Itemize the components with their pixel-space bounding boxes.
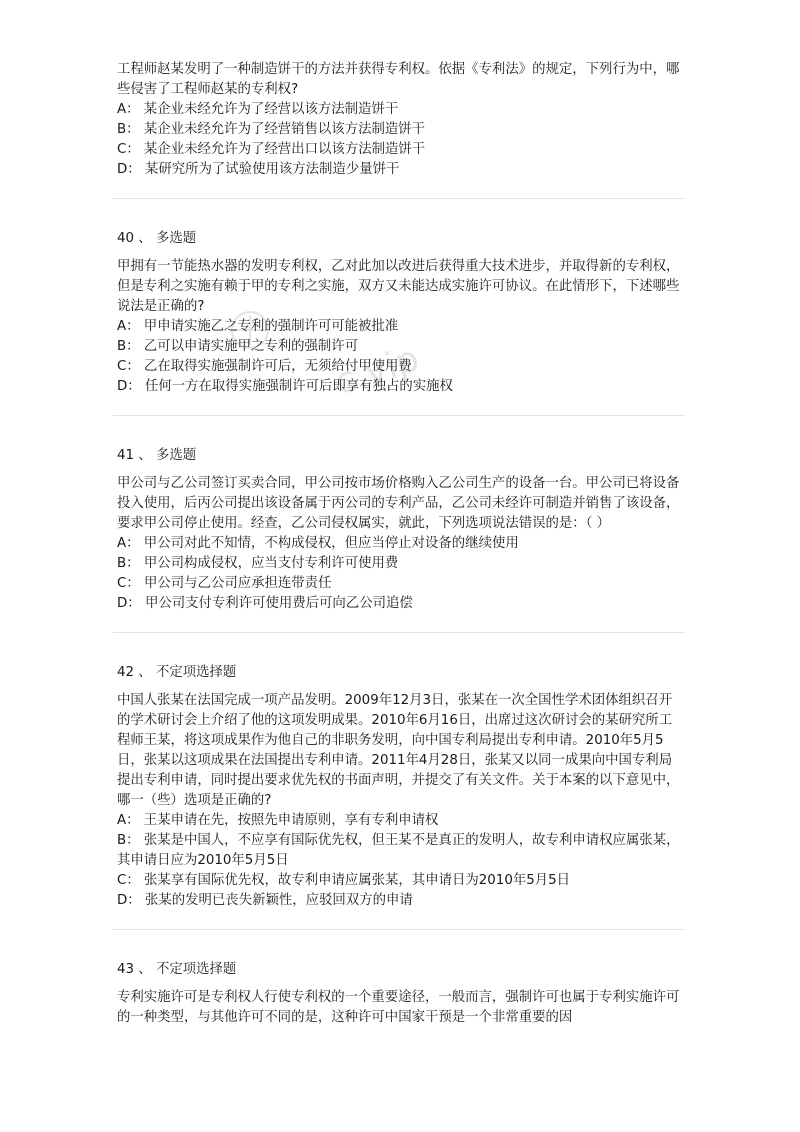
question-41 (117, 446, 685, 614)
question-header: 41 、 多选题 (117, 448, 197, 463)
question-header: 43 、 不定项选择题 (117, 962, 237, 977)
option-d: D： 某研究所为了试验使用该方法制造少量饼干 (117, 162, 400, 177)
question-stem: 专利实施许可是专利权人行使专利权的一个重要途径，一般而言，强制许可也属于专利实施许可的一种类型，与其他许可不同的是，这种许可中国家干预是一个非常重要的因 (117, 990, 680, 1025)
option-c: C： 乙在取得实施强制许可后，无须给付甲使用费 (117, 359, 412, 374)
option-c: C： 甲公司与乙公司应承担连带责任 (117, 576, 332, 591)
divider (113, 198, 685, 199)
divider (113, 929, 685, 930)
option-d: D： 甲公司支付专利许可使用费后可向乙公司追偿 (117, 596, 413, 611)
question-stem: 甲公司与乙公司签订买卖合同，甲公司按市场价格购入乙公司生产的设备一台。甲公司已将设备投入使用，后丙公司提出该设备属于丙公司的专利产品，乙公司未经许可制造并销售了该设备，要求甲公司停止使用。经查，乙公司侵权属实，就此，下列选项说法错误的是：（ ） (117, 476, 680, 531)
question-stem: 工程师赵某发明了一种制造饼干的方法并获得专利权。依据《专利法》的规定，下列行为中，哪些侵害了工程师赵某的专利权? (117, 62, 680, 97)
question-stem: 中国人张某在法国完成一项产品发明。2009年12月3日，张某在一次全国性学术团体组织召开的学术研讨会上介绍了他的这项发明成果。2010年6月16日，出席过这次研讨会的某研究所工程师王某，将这项成果作为他自己的非职务发明，向中国专利局提出专利申请。2010年5月5日，张某以这项成果在法国提出专利申请。2011年4月28日，张某又以同一成果向中国专利局提出专利申请，同时提出要求优先权的书面声明，并提交了有关文件。关于本案的以下意见中，哪一（些）选项是正确的? (117, 693, 680, 808)
option-b: B： 甲公司构成侵权，应当支付专利许可使用费 (117, 556, 399, 571)
option-b: B： 某企业未经允许为了经营销售以该方法制造饼干 (117, 122, 426, 137)
question-document (117, 60, 685, 1028)
question-42 (117, 663, 685, 911)
option-a: A： 甲公司对此不知情，不构成侵权，但应当停止对设备的继续使用 (117, 536, 519, 551)
option-b: B： 张某是中国人，不应享有国际优先权，但王某不是真正的发明人，故专利申请权应属张某，其申请日应为2010年5月5日 (117, 833, 680, 868)
option-c: C： 张某享有国际优先权，故专利申请应属张某，其申请日为2010年5月5日 (117, 873, 571, 888)
option-d: D： 任何一方在取得实施强制许可后即享有独占的实施权 (117, 379, 453, 394)
question-40 (117, 229, 685, 397)
option-d: D： 张某的发明已丧失新颖性，应驳回双方的申请 (117, 893, 413, 908)
question-header: 40 、 多选题 (117, 231, 197, 246)
option-a: A： 某企业未经允许为了经营以该方法制造饼干 (117, 102, 399, 117)
option-c: C： 某企业未经允许为了经营出口以该方法制造饼干 (117, 142, 426, 157)
option-a: A： 王某申请在先，按照先申请原则，享有专利申请权 (117, 813, 439, 828)
question-43 (117, 960, 685, 1028)
question-39 (117, 60, 685, 180)
watermark-text: c.vip (330, 338, 425, 404)
question-header: 42 、 不定项选择题 (117, 665, 237, 680)
option-a: A： 甲申请实施乙之专利的强制许可可能被批准 (117, 319, 399, 334)
option-b: B： 乙可以申请实施甲之专利的强制许可 (117, 339, 359, 354)
divider (113, 632, 685, 633)
divider (113, 415, 685, 416)
question-stem: 甲拥有一节能热水器的发明专利权，乙对此加以改进后获得重大技术进步，并取得新的专利权，但是专利之实施有赖于甲的专利之实施，双方又未能达成实施许可协议。在此情形下，下述哪些说法是正确的? (117, 259, 680, 314)
